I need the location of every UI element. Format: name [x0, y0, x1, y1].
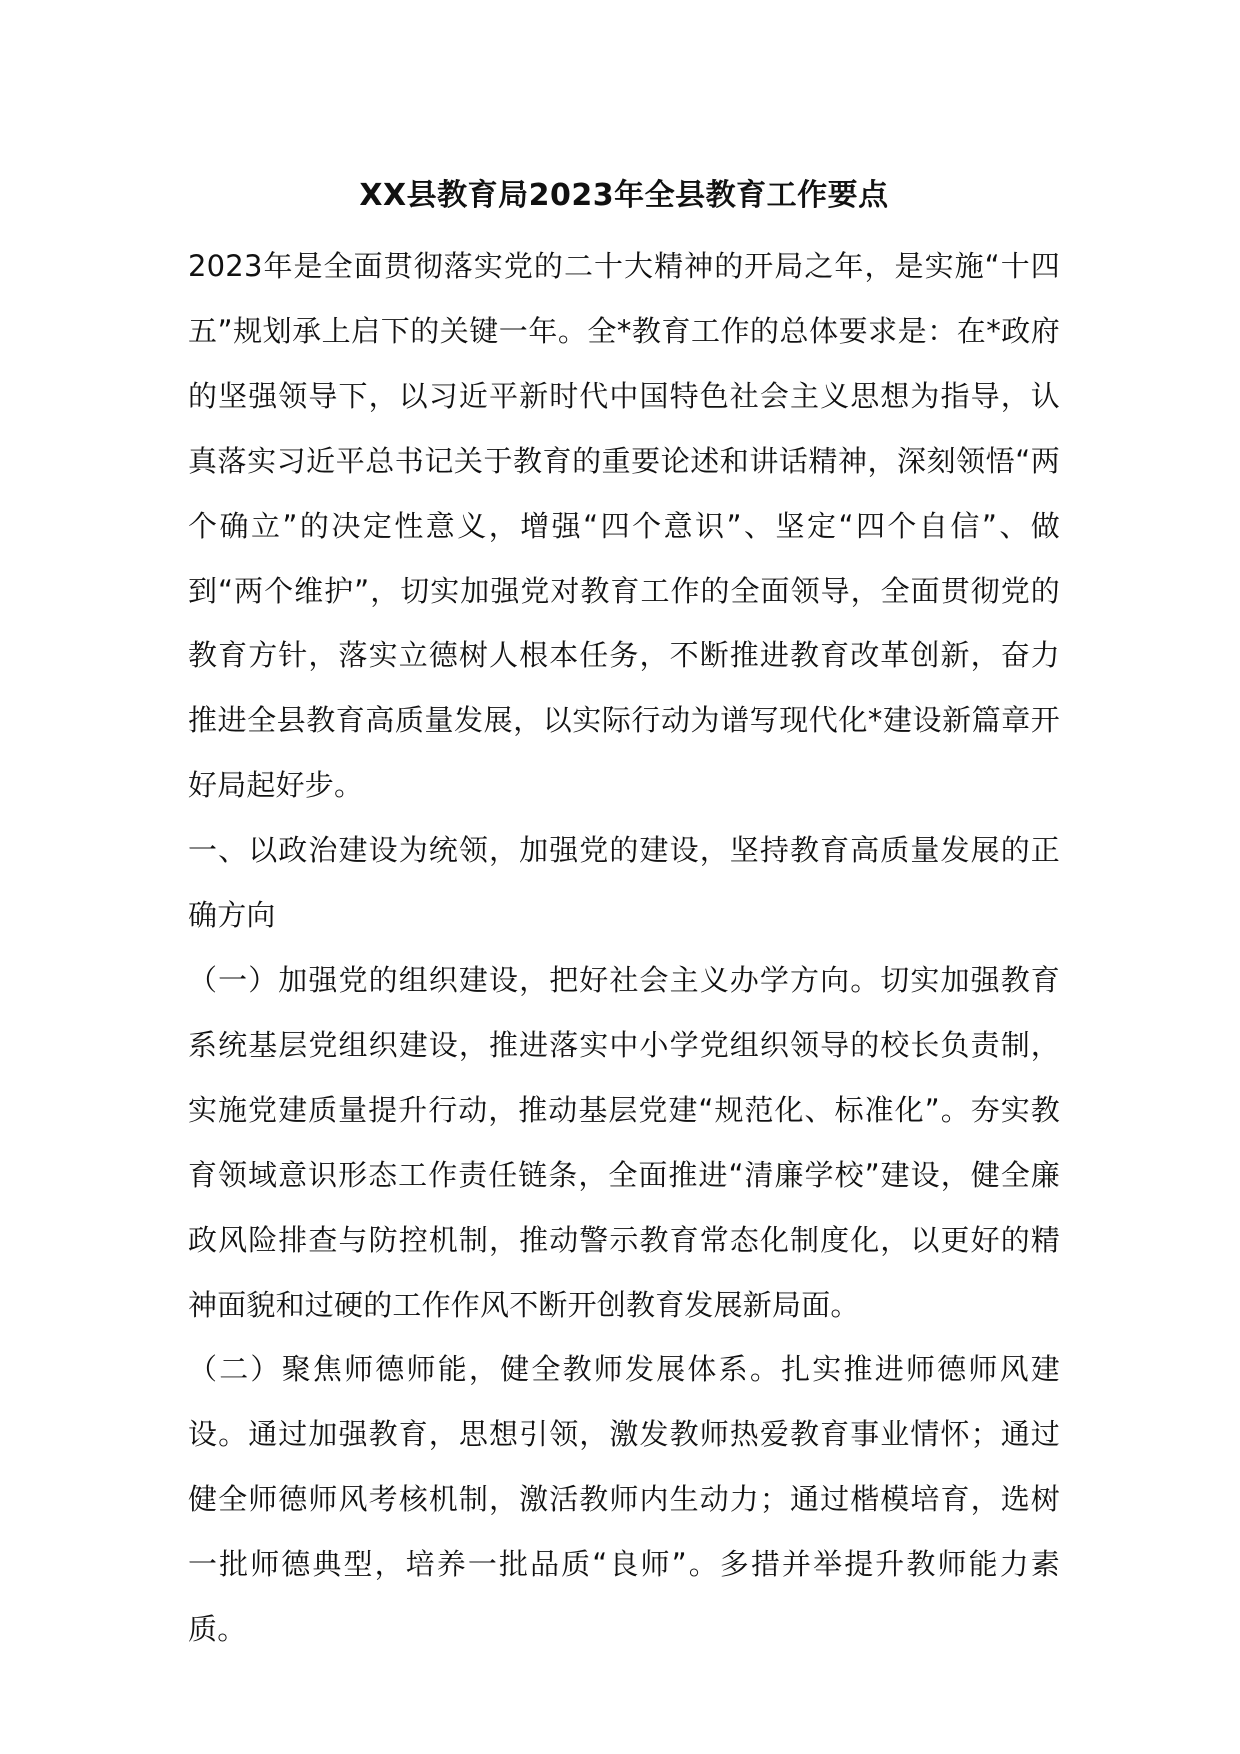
subsection-paragraph-1: （一）加强党的组织建设，把好社会主义办学方向。切实加强教育系统基层党组织建设，推进落实中小学党组织领导的校长负责制，实施党建质量提升行动，推动基层党建“规范化、标准化”。夯实教育领域意识形态工作责任链条，全面推进“清廉学校”建设，健全廉政风险排查与防控机制，推动警示教育常态化制度化，以更好的精神面貌和过硬的工作作风不断开创教育发展新局面。	[188, 962, 1060, 1322]
subsection-paragraph-2: （二）聚焦师德师能，健全教师发展体系。扎实推进师德师风建设。通过加强教育，思想引领，激发教师热爱教育事业情怀；通过健全师德师风考核机制，激活教师内生动力；通过楷模培育，选树一批师德典型，培养一批品质“良师”。多措并举提升教师能力素质。	[188, 1352, 1060, 1647]
document-title: XX县教育局2023年全县教育工作要点	[359, 178, 889, 213]
document-body	[188, 172, 1060, 1662]
intro-paragraph: 2023年是全面贯彻落实党的二十大精神的开局之年，是实施“十四五”规划承上启下的关键一年。全*教育工作的总体要求是：在*政府的坚强领导下，以习近平新时代中国特色社会主义思想为指导，认真落实习近平总书记关于教育的重要论述和讲话精神，深刻领悟“两个确立”的决定性意义，增强“四个意识”、坚定“四个自信”、做到“两个维护”，切实加强党对教育工作的全面领导，全面贯彻党的教育方针，落实立德树人根本任务，不断推进教育改革创新，奋力推进全县教育高质量发展，以实际行动为谱写现代化*建设新篇章开好局起好步。	[188, 249, 1060, 803]
section-heading-1: 一、以政治建设为统领，加强党的建设，坚持教育高质量发展的正确方向	[188, 833, 1060, 933]
